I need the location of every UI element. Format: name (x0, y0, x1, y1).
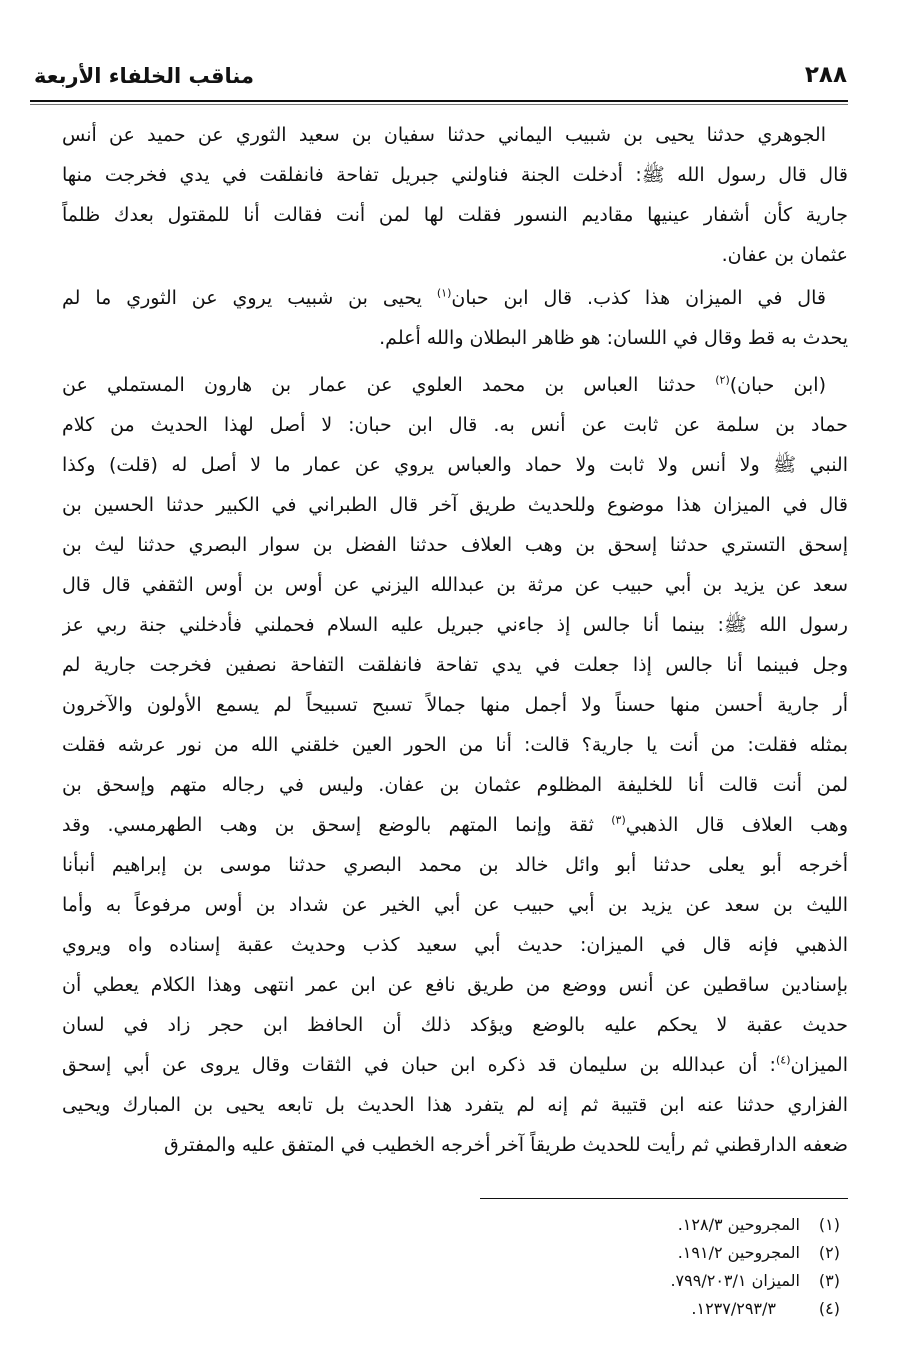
paragraph-2 (62, 278, 848, 358)
text-span: الميزان (790, 1054, 848, 1076)
header-rule-thin (30, 104, 848, 105)
text-span: النبي ﷺ ولا أنس ولا ثابت ولا حماد والعباس يروي عن عمار ما لا أصل له (قلت) وكذا (62, 454, 848, 476)
paragraph-1 (62, 115, 848, 275)
text-line (62, 765, 848, 805)
text-line (62, 1045, 848, 1085)
running-title: مناقب الخلفاء الأربعة (34, 64, 254, 88)
text-line (62, 805, 848, 845)
text-span: قال قال رسول الله ﷺ: أدخلت الجنة فناولني جبريل تفاحة فانفلقت في يدي فخرجت منها (62, 164, 848, 186)
footnote-text: المجروحين ٣/‏١٢٨. (677, 1215, 800, 1234)
text-line (62, 1005, 848, 1045)
text-span: أر جارية أحسن منها حسناً ولا أجمل منها جمالاً تسبح تسبيحاً لم يسمع الأولون والآخرون (62, 694, 848, 716)
text-line (62, 965, 848, 1005)
text-span: لمن أنت قالت أنا للخليفة المظلوم عثمان بن عفان. وليس في رجاله متهم وإسحق بن (62, 774, 848, 796)
text-line (62, 195, 848, 235)
text-line (62, 405, 848, 445)
text-span: : أن عبدالله بن سليمان قد ذكره ابن حبان في الثقات وقال يروى عن أبي إسحق (62, 1054, 776, 1076)
footnote-separator (480, 1198, 848, 1199)
text-span: وجل فبينما أنا جالس إذا جعلت في يدي تفاحة فانفلقت التفاحة نصفين فخرجت جارية لم (62, 654, 848, 676)
text-span: قال في الميزان هذا كذب. قال ابن حبان (451, 287, 826, 309)
footnote-number: (٤) (818, 1299, 840, 1318)
text-line (62, 235, 848, 275)
text-line (62, 645, 848, 685)
footnote-ref[interactable]: (٤) (775, 1053, 791, 1067)
text-span: بمثله فقلت: من أنت يا جارية؟ قالت: أنا من الحور العين خلقني الله من نور عرشه فقلت (62, 734, 848, 756)
footnote-ref[interactable]: (٢) (715, 373, 730, 387)
text-line (62, 365, 848, 405)
page-number: ٢٨٨ (804, 62, 847, 88)
footnote-text: ٣/‏٢٩٣/‏١٢٣٧. (691, 1299, 776, 1318)
text-line (62, 1085, 848, 1125)
text-span: الجوهري حدثنا يحيى بن شبيب اليماني حدثنا سفيان بن سعيد الثوري عن حميد عن أنس (62, 124, 826, 146)
text-span: عثمان بن عفان. (721, 244, 848, 266)
text-line (62, 278, 848, 318)
text-line (62, 155, 848, 195)
text-line (62, 1125, 848, 1165)
text-line (62, 485, 848, 525)
text-span: حديث عقبة لا يحكم عليه بالوضع ويؤكد ذلك أن الحافظ ابن حجر زاد في لسان (62, 1014, 848, 1036)
text-span: حماد بن سلمة عن ثابت عن أنس به. قال ابن حبان: لا أصل لهذا الحديث من كلام (62, 414, 848, 436)
footnote (300, 1267, 840, 1295)
text-span: بإسنادين ساقطين عن أنس ووضع من طريق نافع عن ابن عمر انتهى وهذا الكلام يعطي أن (62, 974, 848, 996)
footnote (300, 1295, 840, 1323)
footnote (300, 1211, 840, 1239)
text-line (62, 318, 848, 358)
text-line (62, 445, 848, 485)
text-span: يحيى بن شبيب يروي عن الثوري ما لم (62, 287, 437, 309)
text-span: يحدث به قط وقال في اللسان: هو ظاهر البطلان والله أعلم. (379, 327, 848, 349)
text-line (62, 845, 848, 885)
footnote-number: (٣) (818, 1271, 840, 1290)
footnote-text: المجروحين ٢/‏١٩١. (677, 1243, 800, 1262)
footnote-number: (١) (818, 1215, 840, 1234)
text-span: ضعفه الدارقطني ثم رأيت للحديث طريقاً آخر أخرجه الخطيب في المتفق عليه والمفترق (164, 1134, 848, 1156)
footnote (300, 1239, 840, 1267)
text-span: الفزاري حدثنا عنه ابن قتيبة ثم إنه لم يتفرد هذا الحديث بل تابعه يحيى بن المبارك ويحيى (62, 1094, 848, 1116)
footnote-ref[interactable]: (١) (436, 286, 452, 300)
text-line (62, 525, 848, 565)
header-rule (30, 100, 848, 102)
text-span: ثقة وإنما المتهم بالوضع إسحق بن وهب الطهرمسي. وقد (62, 814, 612, 836)
text-span: جارية كأن أشفار عينيها مقاديم النسور فقلت لها لمن أنت فقالت أنا للمقتول بعدك ظلماً (62, 204, 848, 226)
text-line (62, 565, 848, 605)
text-span: حدثنا العباس بن محمد العلوي عن عمار بن هارون المستملي عن (62, 374, 716, 396)
footnote-ref[interactable]: (٣) (611, 813, 626, 827)
text-span: أخرجه أبو يعلى حدثنا أبو وائل خالد بن محمد البصري حدثنا موسى بن إبراهيم أنبأنا (62, 854, 848, 876)
footnote-number: (٢) (818, 1243, 840, 1262)
footnote-text: الميزان ١/‏٢٠٣/‏٧٩٩. (670, 1271, 800, 1290)
text-line (62, 885, 848, 925)
paragraph-3 (62, 365, 848, 1165)
text-span: (ابن حبان) (729, 374, 826, 396)
text-span: الليث بن سعد عن يزيد بن أبي حبيب عن أبي الخير عن شداد بن أوس مرفوعاً به وأما (62, 894, 848, 916)
text-span: الذهبي فإنه قال في الميزان: حديث أبي سعيد كذب وحديث عقبة إسناده واه ويروي (62, 934, 848, 956)
footnotes (300, 1211, 840, 1323)
text-span: إسحق التستري حدثنا إسحق بن وهب العلاف حدثنا الفضل بن سوار البصري حدثنا ليث بن (62, 534, 848, 556)
text-line (62, 725, 848, 765)
text-line (62, 115, 848, 155)
text-span: قال في الميزان هذا موضوع وللحديث طريق آخر قال الطبراني في الكبير حدثنا الحسين بن (62, 494, 848, 516)
text-line (62, 685, 848, 725)
text-line (62, 605, 848, 645)
text-span: وهب العلاف قال الذهبي (625, 814, 848, 836)
text-line (62, 925, 848, 965)
text-span: سعد عن يزيد بن أبي حبيب عن مرثة بن عبدالله اليزني عن أوس بن أوس الثقفي قال قال (62, 574, 848, 596)
text-span: رسول الله ﷺ: بينما أنا جالس إذ جاءني جبريل عليه السلام فحملني فأدخلني جنة ربي عز (62, 614, 848, 636)
